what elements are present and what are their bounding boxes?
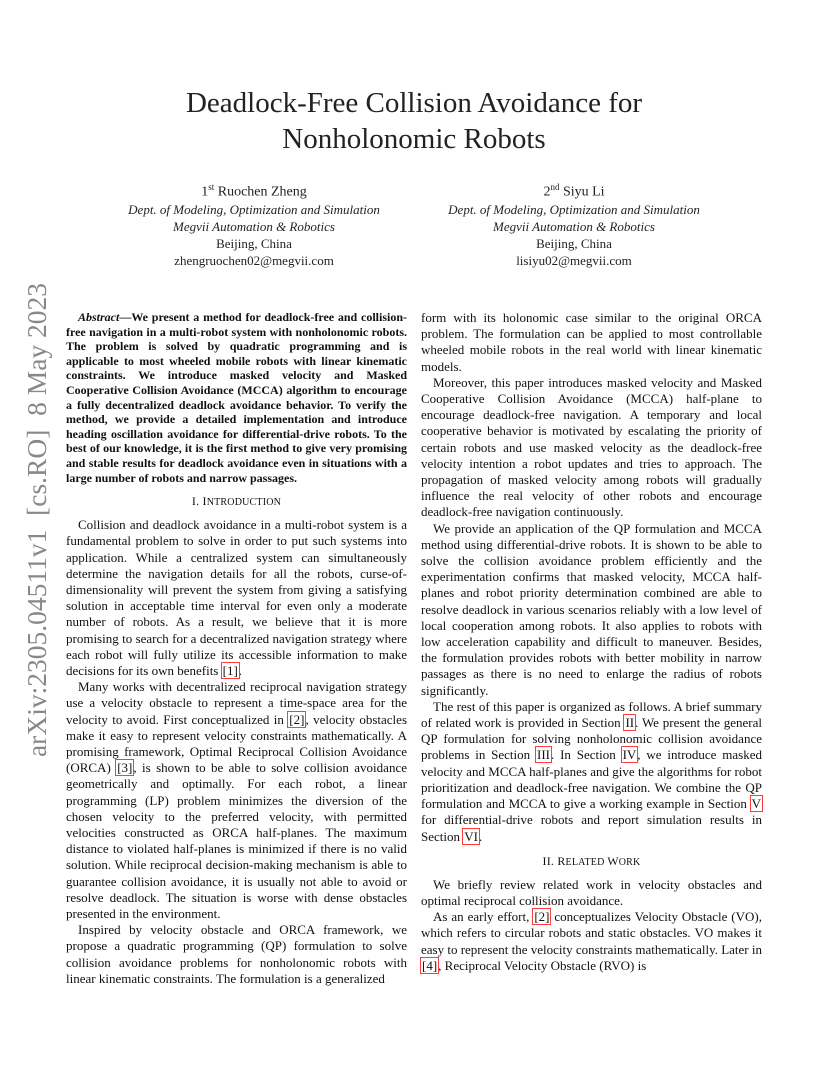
section-heading-related-work: II. RELATED WORK (542, 853, 641, 868)
section-link[interactable]: V (751, 796, 761, 812)
citation-link[interactable]: [2] (534, 909, 550, 925)
citation-link[interactable]: [2] (289, 711, 305, 727)
title-line-1: Deadlock-Free Collision Avoidance for (185, 87, 643, 119)
author-location: Beijing, China (536, 235, 612, 251)
author-ordinal: 1 (201, 184, 209, 200)
author-location: Beijing, China (216, 235, 292, 251)
paragraph: Inspired by velocity obstacle and ORCA framework, we propose a quadratic programming (QP) formulation to solve collision avoidance problems for nonholonomic robots with linear kinematic constraints. The formulation is a generalized (66, 922, 407, 986)
section-link[interactable]: III (536, 747, 550, 763)
author-email: zhengruochen02@megvii.com (174, 252, 334, 268)
paragraph: Moreover, this paper introduces masked velocity and Masked Cooperative Collision Avoidance (MCCA) half-plane to encourage deadlock-free navigation. A temporary and local cooperative behavior is motivated by escalating the priority of certain robots and use masked velocity as the deadlock-free velocity intention a robot updates and tries to approach. The propagation of masked velocity among robots will gradually influence the real velocity of other robots and encourage deadlock-free navigation continuously. (421, 374, 762, 520)
section-link[interactable]: IV (622, 747, 637, 763)
author-email: lisiyu02@megvii.com (516, 252, 632, 268)
paragraph: form with its holonomic case similar to the original ORCA problem. The formulation can be applied to most controllable wheeled mobile robots in the real world with linear kinematic models. (421, 310, 762, 374)
left-column (66, 310, 407, 987)
paragraph: As an early effort, [2] conceptualizes Velocity Obstacle (VO), which refers to circular robots and static obstacles. VO makes it easy to represent the velocity constraints mathematically. Later in [4], Reciprocal Velocity Obstacle (RVO) is (421, 909, 763, 973)
author-dept: Dept. of Modeling, Optimization and Simulation (448, 201, 700, 217)
section-heading-introduction: I. INTRODUCTION (191, 494, 282, 509)
author-ordinal-suffix: nd (550, 182, 560, 192)
paragraph: We provide an application of the QP formulation and MCCA method using differential-drive robots. It is shown to be able to solve the collision avoidance problem efficiently and the experimentation confirms that masked velocity, MCCA half-planes and robot priority determination combined are able to resolve deadlock in various scenarios reliably with a low level of local cooperation among robots. It also applies to robots with low acceleration capability and difficult to maneuver. Besides, the formulation provides robots with better mobility in narrow passages as there is no need to enlarge the radius of robots significantly. (421, 520, 762, 698)
abstract (66, 310, 407, 485)
author-block-1 (74, 179, 434, 269)
section-link[interactable]: VI (464, 828, 478, 844)
paragraph: We briefly review related work in velocity obstacles and optimal reciprocal collision avoidance. (421, 876, 762, 908)
author-dept: Dept. of Modeling, Optimization and Simulation (128, 201, 380, 217)
author-block-2 (394, 179, 754, 269)
title-line-2: Nonholonomic Robots (282, 123, 546, 155)
right-column (421, 310, 762, 974)
arxiv-stamp-text: arXiv:2305.04511v1 [cs.RO] 8 May 2023 (21, 282, 52, 758)
paragraph: Collision and deadlock avoidance in a multi-robot system is a fundamental problem to solve in order to put such systems into application. While a centralized system can simultaneously determine the navigation details for all the robots, curse-of-dimensionality will prevent the system from giving a satisfying solution in acceptable time interval for even only a moderate number of robots. As a result, we believe that it is more promising to search for a decentralized navigation strategy where each robot will fully utilize its accessible information to make decisions for its own benefits [1]. (66, 517, 407, 678)
author-ordinal: 2 (543, 184, 551, 200)
author-name: Ruochen Zheng (217, 184, 307, 200)
author-org: Megvii Automation & Robotics (173, 218, 335, 234)
citation-link[interactable]: [4] (422, 957, 438, 973)
paper-title (0, 85, 828, 157)
author-name-line (394, 179, 754, 201)
citation-link[interactable]: [3] (117, 760, 133, 776)
author-name-line (74, 179, 434, 201)
arxiv-side-stamp (16, 270, 56, 770)
abstract-text: —We present a method for deadlock-free and collision-free navigation in a multi-robot system with nonholonomic robots. The problem is solved by quadratic programming and is applicable to most wheeled mobile robots with linear kinematic constraints. We introduce masked velocity and Masked Cooperative Collision Avoidance (MCCA) algorithm to encourage a fully decentralized deadlock avoidance behavior. To verify the method, we provide a detailed implementation and introduce heading oscillation avoidance for differential-drive robots. To the best of our knowledge, it is the first method to give very promising and stable results for deadlock avoidance even in situations with a large number of robots and narrow passages. (66, 310, 407, 485)
section-link[interactable]: II (625, 715, 635, 731)
paragraph: The rest of this paper is organized as follows. A brief summary of related work is provided in Section II. We present the general QP formulation for solving nonholonomic collision avoidance problems in Section III. In Section IV, we introduce masked velocity and MCCA half-planes and give the algorithms for robot prioritization and deadlock-free navigation. We combine the QP formulation and MCCA to give a working example in Section V for differential-drive robots and report simulation results in Section VI. (421, 698, 763, 844)
author-ordinal-suffix: st (208, 182, 215, 192)
author-org: Megvii Automation & Robotics (493, 218, 655, 234)
paragraph: Many works with decentralized reciprocal navigation strategy use a velocity obstacle to represent a time-space area for the velocity to avoid. First conceptualized in [2], velocity obstacles make it easy to represent velocity constraints mathematically. A promising framework, Optimal Reciprocal Collision Avoidance (ORCA) [3], is shown to be able to solve collision avoidance geometrically and optimally. For each robot, a linear programming (LP) problem minimizes the diversion of the chosen velocity to the preferred velocity, with permitted velocities constructed as ORCA half-planes. The maximum distance to violated half-planes is minimized if there is no valid solution. While reciprocal decision-making mechanism is able to guarantee collision avoidance, it is usually not able to avoid or resolve deadlock. The situation is worse with dense obstacles presented in the environment. (66, 679, 407, 921)
citation-link[interactable]: [1] (222, 662, 238, 678)
abstract-label: Abstract (78, 310, 120, 324)
author-name: Siyu Li (562, 184, 605, 200)
